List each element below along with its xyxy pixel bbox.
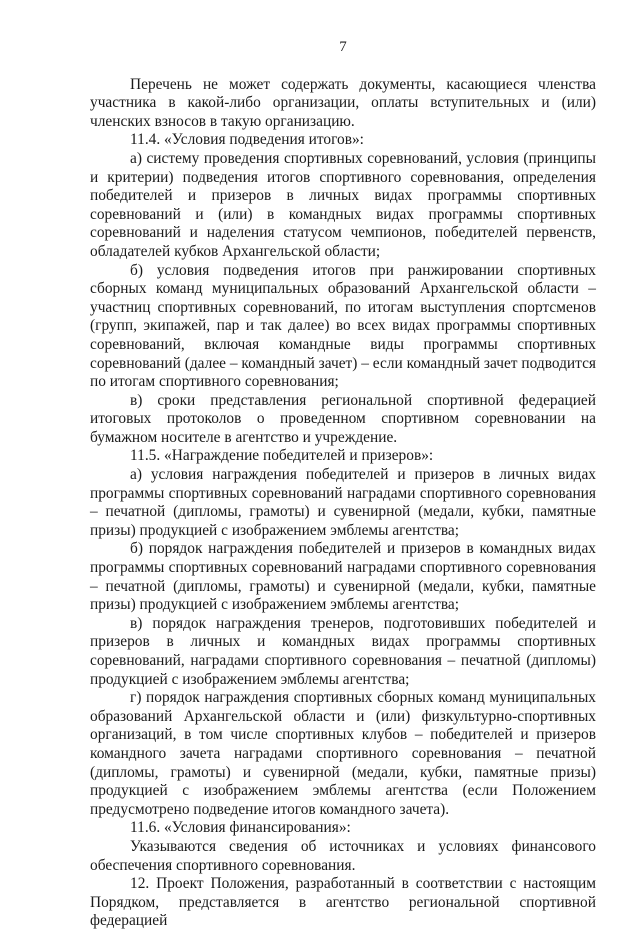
- paragraph-11-5-g: г) порядок награждения спортивных сборных команд муниципальных образований Архангельской области и (или) физкультурно-спортивных организаций, в том числе спортивных клубов – победителей и призеров командного зачета наградами спортивного соревнования – печатной (дипломы, грамоты) и сувенирной (медали, кубки, памятные призы) продукцией с изображением эмблемы агентства (если Положением предусмотрено подведение итогов командного зачета).: [90, 689, 596, 818]
- paragraph-11-4-v: в) сроки представления региональной спортивной федерацией итоговых протоколов о проведенном спортивном соревновании на бумажном носителе в агентство и учреждение.: [90, 391, 596, 446]
- paragraph-11-5-b: б) порядок награждения победителей и призеров в командных видах программы спортивных соревнований наградами спортивного соревнования – печатной (дипломы, грамоты) и сувенирной (медали, кубки, памятные призы) продукцией с изображением эмблемы агентства;: [90, 540, 596, 614]
- paragraph-12: 12. Проект Положения, разработанный в соответствии с настоящим Порядком, представляется в агентство региональной спортивной федерацией: [90, 875, 596, 930]
- paragraph-11-4-a: а) систему проведения спортивных соревнований, условия (принципы и критерии) подведения итогов спортивного соревнования, определения победителей и призеров в личных видах программы спортивных соревнований и (или) в командных видах программы спортивных соревнований и наделения статусом чемпионов, победителей первенств, обладателей кубков Архангельской области;: [90, 149, 596, 260]
- page-number: 7: [339, 39, 347, 55]
- section-heading-11-6: 11.6. «Условия финансирования»:: [130, 819, 351, 837]
- section-heading-11-5: 11.5. «Награждение победителей и призеров»:: [130, 447, 434, 465]
- paragraph-11-5-a: а) условия награждения победителей и призеров в личных видах программы спортивных соревнований наградами спортивного соревнования – печатной (дипломы, грамоты) и сувенирной (медали, кубки, памятные призы) продукцией с изображением эмблемы агентства;: [90, 466, 596, 539]
- paragraph-11-4-b: б) условия подведения итогов при ранжировании спортивных сборных команд муниципальных образований Архангельской области – участниц спортивных соревнований, по итогам выступления спортсменов (групп, экипажей, пар и так далее) во всех видах программы спортивных соревнований, включая командные виды программы спортивных соревнований (далее – командный зачет) – если командный зачет подводится по итогам спортивного соревнования;: [90, 261, 596, 391]
- section-heading-11-4: 11.4. «Условия подведения итогов»:: [130, 131, 364, 149]
- paragraph-11-5-v: в) порядок награждения тренеров, подготовивших победителей и призеров в личных и командных видах программы спортивных соревнований, наградами спортивного соревнования – печатной (дипломы) продукцией с изображением эмблемы агентства;: [90, 614, 596, 688]
- paragraph-membership-exclusion: Перечень не может содержать документы, касающиеся членства участника в какой-либо организации, оплаты вступительных и (или) членских взносов в такую организацию.: [90, 75, 596, 130]
- paragraph-11-6-body: Указываются сведения об источниках и условиях финансового обеспечения спортивного соревнования.: [90, 837, 596, 874]
